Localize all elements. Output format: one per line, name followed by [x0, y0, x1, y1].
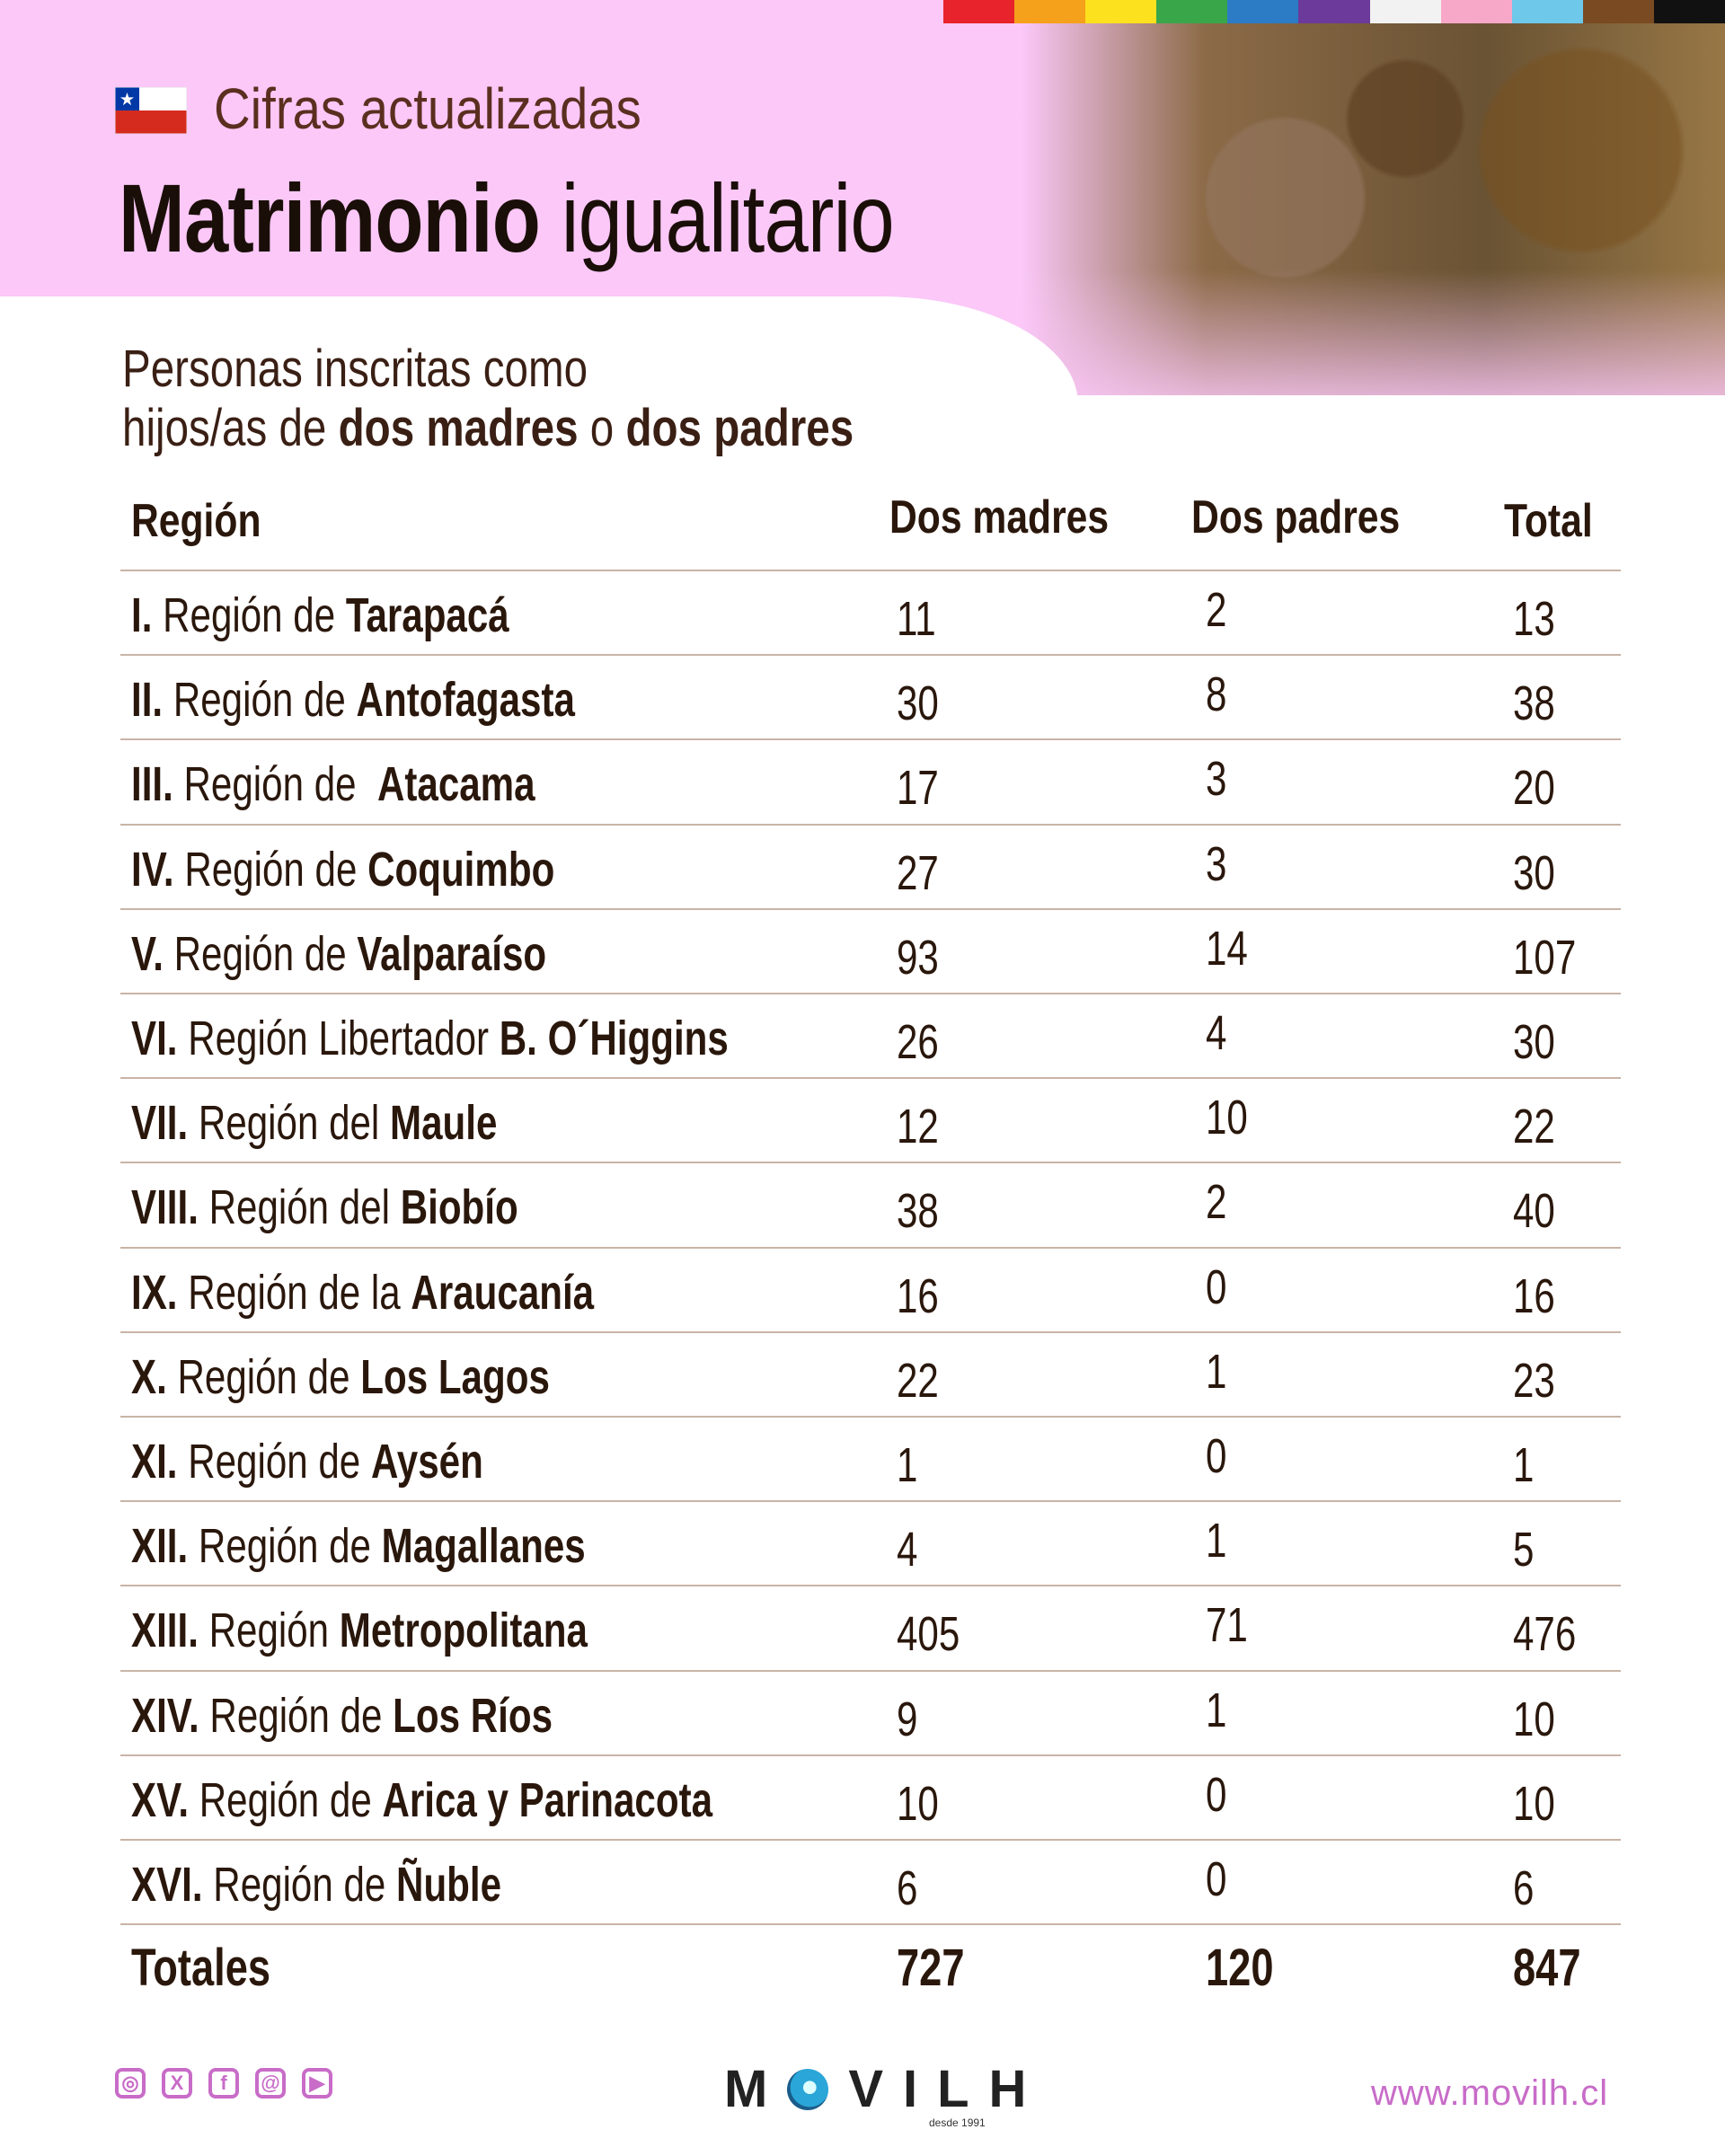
region-numeral: XII. [131, 1519, 189, 1574]
region-name: Biobío [400, 1180, 518, 1235]
region-numeral: II. [131, 673, 164, 728]
madres-cell: 4 [897, 1523, 918, 1577]
region-cell [131, 1603, 588, 1658]
rainbow-segment [1227, 0, 1298, 23]
region-cell [131, 842, 554, 897]
region-prefix: Región de [199, 1688, 394, 1743]
region-name: Arica y Parinacota [382, 1772, 713, 1827]
rainbow-segment [1085, 0, 1156, 23]
madres-cell: 16 [897, 1268, 939, 1323]
region-numeral: I. [131, 588, 153, 642]
region-name: Atacama [376, 757, 535, 812]
region-prefix: Región de [163, 926, 358, 981]
madres-cell: 9 [897, 1692, 918, 1746]
rainbow-segment [1583, 0, 1654, 23]
total-cell: 30 [1513, 845, 1555, 900]
madres-cell: 405 [897, 1607, 960, 1662]
total-cell: 40 [1513, 1184, 1555, 1239]
padres-cell: 0 [1206, 1767, 1227, 1822]
rainbow-segment [1441, 0, 1512, 23]
region-numeral: XIII. [131, 1604, 199, 1658]
logo-eye-icon [787, 2069, 828, 2110]
padres-cell: 2 [1206, 583, 1227, 637]
table-row [120, 1162, 1621, 1248]
page-title [119, 162, 894, 274]
madres-cell: 30 [897, 676, 939, 731]
region-prefix: Región [198, 1604, 340, 1658]
total-cell: 1 [1513, 1438, 1535, 1492]
madres-cell: 12 [897, 1100, 939, 1154]
region-cell [131, 1518, 586, 1574]
header-madres: Dos madres [889, 491, 1110, 543]
rainbow-segment [1654, 0, 1725, 23]
total-cell: 20 [1513, 761, 1555, 816]
rainbow-segment [1298, 0, 1369, 23]
region-numeral: V. [131, 926, 164, 981]
region-cell [131, 672, 575, 728]
subtitle-mid: o [578, 399, 626, 457]
total-cell: 10 [1513, 1692, 1555, 1746]
padres-cell: 0 [1206, 1259, 1227, 1314]
region-prefix: Región de [152, 588, 346, 642]
rainbow-segment [1512, 0, 1583, 23]
region-cell [131, 1688, 553, 1744]
region-prefix: Región del [188, 1096, 391, 1151]
region-numeral: III. [131, 757, 173, 812]
padres-cell: 8 [1206, 667, 1227, 722]
header-region: Región [131, 495, 261, 547]
padres-cell: 1 [1206, 1683, 1227, 1737]
padres-cell: 1 [1206, 1514, 1227, 1568]
total-cell: 16 [1513, 1268, 1555, 1323]
region-prefix: Región de [189, 1772, 383, 1827]
region-name: Los Ríos [393, 1688, 553, 1743]
region-cell [131, 1349, 550, 1405]
subtitle-bold-1: dos madres [338, 399, 579, 457]
total-cell: 107 [1513, 930, 1577, 985]
region-cell [131, 1772, 712, 1828]
madres-cell: 6 [897, 1861, 918, 1915]
region-numeral: X. [131, 1349, 167, 1404]
region-numeral: IV. [131, 842, 174, 897]
region-numeral: XI. [131, 1435, 178, 1489]
table-row [120, 1839, 1621, 1925]
region-numeral: VIII. [131, 1180, 199, 1235]
region-prefix: Región de [188, 1519, 382, 1574]
table-row [120, 1416, 1621, 1502]
x-icon[interactable]: X [162, 2068, 192, 2099]
subtitle-line-1: Personas inscritas como [122, 340, 588, 398]
madres-cell: 93 [897, 930, 939, 985]
title-light: igualitario [540, 163, 894, 272]
region-cell [131, 1265, 594, 1321]
region-name: Antofagasta [356, 673, 575, 728]
rainbow-segment [943, 0, 1014, 23]
region-prefix: Región de la [177, 1265, 411, 1320]
subtitle-pre: hijos/as de [122, 399, 339, 457]
totals-padres: 120 [1206, 1939, 1274, 1998]
table-row [120, 1754, 1621, 1841]
region-name: Coquimbo [367, 842, 555, 897]
padres-cell: 0 [1206, 1429, 1227, 1483]
rainbow-stripe [943, 0, 1725, 23]
region-prefix: Región de [172, 757, 377, 812]
total-cell: 5 [1513, 1523, 1535, 1577]
region-cell [131, 1434, 483, 1489]
table-row [120, 1500, 1621, 1586]
region-prefix: Región de [202, 1858, 397, 1912]
region-cell [131, 926, 546, 982]
region-cell [131, 1011, 729, 1066]
padres-cell: 10 [1206, 1091, 1248, 1145]
region-cell [131, 1180, 518, 1235]
total-cell: 476 [1513, 1607, 1577, 1662]
padres-cell: 2 [1206, 1175, 1227, 1230]
website-link[interactable]: www.movilh.cl [1371, 2073, 1609, 2113]
padres-cell: 1 [1206, 1344, 1227, 1399]
youtube-icon[interactable]: ▶ [302, 2068, 332, 2099]
table-row [120, 570, 1621, 656]
rainbow-segment [1156, 0, 1227, 23]
table-row [120, 1585, 1621, 1671]
total-cell: 22 [1513, 1100, 1555, 1154]
padres-cell: 0 [1206, 1852, 1227, 1906]
region-prefix: Región de [166, 1349, 361, 1404]
chile-flag-icon [115, 87, 187, 134]
madres-cell: 22 [897, 1353, 939, 1408]
region-numeral: VII. [131, 1096, 189, 1151]
region-name: Tarapacá [345, 588, 509, 642]
padres-cell: 4 [1206, 1006, 1227, 1060]
totals-madres: 727 [897, 1939, 965, 1998]
madres-cell: 38 [897, 1184, 939, 1239]
region-numeral: XIV. [131, 1688, 199, 1743]
region-numeral: XVI. [131, 1858, 203, 1912]
region-name: B. O´Higgins [499, 1012, 729, 1065]
table-row [120, 908, 1621, 994]
madres-cell: 27 [897, 845, 939, 900]
madres-cell: 11 [897, 592, 936, 646]
threads-icon[interactable]: @ [255, 2068, 286, 2099]
table-row [120, 1331, 1621, 1418]
totals-label: Totales [131, 1939, 271, 1998]
padres-cell: 3 [1206, 836, 1227, 891]
subtitle-line-2 [122, 399, 854, 458]
totals-total: 847 [1513, 1939, 1581, 1998]
table-row [120, 1247, 1621, 1333]
padres-cell: 71 [1206, 1598, 1248, 1653]
region-numeral: XV. [131, 1772, 190, 1827]
subtitle-bold-2: dos padres [625, 399, 854, 457]
region-name: Los Lagos [360, 1349, 550, 1404]
logo-text-post: VILH [848, 2060, 1047, 2118]
instagram-icon[interactable]: ◎ [115, 2068, 146, 2099]
region-name: Metropolitana [339, 1604, 588, 1658]
rainbow-segment [1370, 0, 1441, 23]
total-cell: 38 [1513, 676, 1555, 731]
total-cell: 23 [1513, 1353, 1555, 1408]
table-row [120, 738, 1621, 825]
header-padres: Dos padres [1191, 491, 1401, 543]
logo-text-pre: M [724, 2060, 788, 2118]
madres-cell: 1 [897, 1438, 918, 1492]
table-row [120, 654, 1621, 740]
region-name: Maule [390, 1096, 498, 1151]
header-total: Total [1504, 495, 1593, 547]
region-name: Valparaíso [357, 926, 547, 981]
region-name: Aysén [370, 1435, 483, 1489]
table-row [120, 1670, 1621, 1756]
region-cell [131, 588, 509, 643]
madres-cell: 10 [897, 1776, 939, 1831]
rainbow-segment [1014, 0, 1085, 23]
region-prefix: Región Libertador [177, 1012, 500, 1065]
region-prefix: Región de [173, 842, 368, 897]
region-numeral: VI. [131, 1012, 178, 1065]
table-row [120, 824, 1621, 910]
totals-row [120, 1923, 1621, 2010]
logo-subtitle: desde 1991 [929, 2116, 986, 2129]
region-prefix: Región de [177, 1435, 371, 1489]
facebook-icon[interactable]: f [208, 2068, 239, 2099]
total-cell: 10 [1513, 1776, 1555, 1831]
region-prefix: Región de [163, 673, 357, 728]
social-icons [115, 2068, 332, 2099]
region-cell [131, 1857, 501, 1913]
region-name: Araucanía [411, 1265, 595, 1320]
region-numeral: IX. [131, 1265, 178, 1320]
region-cell [131, 1095, 497, 1151]
padres-cell: 3 [1206, 752, 1227, 807]
region-name: Ñuble [396, 1858, 502, 1912]
madres-cell: 26 [897, 1015, 939, 1069]
total-cell: 13 [1513, 592, 1555, 646]
table-row [120, 1077, 1621, 1163]
subtitle [122, 340, 854, 458]
total-cell: 6 [1513, 1861, 1535, 1915]
title-bold: Matrimonio [119, 163, 541, 272]
movilh-logo [724, 2059, 1046, 2119]
region-prefix: Región del [198, 1180, 401, 1235]
padres-cell: 14 [1206, 921, 1248, 976]
kicker: Cifras actualizadas [214, 76, 641, 141]
table-row [120, 993, 1621, 1079]
region-cell [131, 756, 535, 812]
total-cell: 30 [1513, 1015, 1555, 1069]
region-name: Magallanes [381, 1519, 586, 1574]
madres-cell: 17 [897, 761, 939, 816]
